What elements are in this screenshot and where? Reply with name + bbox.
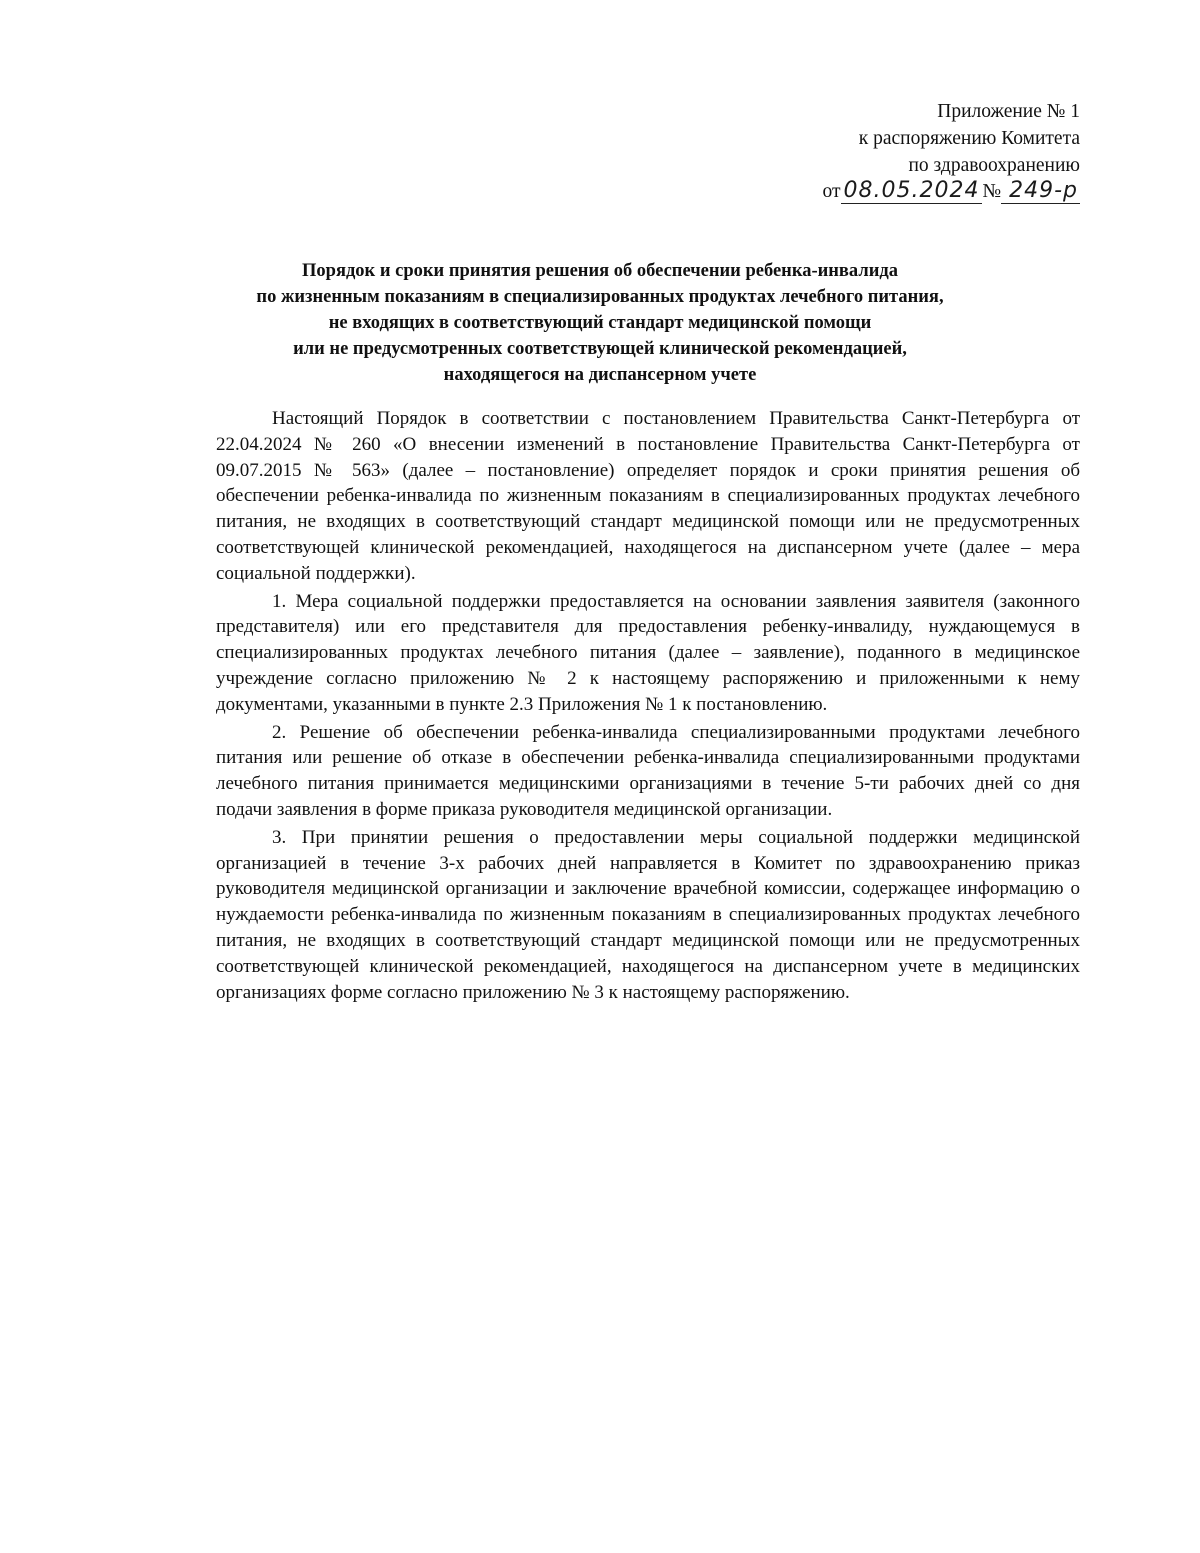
title-line-3: не входящих в соответствующий стандарт медицинской помощи: [328, 313, 872, 333]
document-body: [216, 406, 1080, 1005]
title-line-1: Порядок и сроки принятия решения об обеспечении ребенка-инвалида: [302, 261, 898, 281]
paragraph-item-3: 3. При принятии решения о предоставлении меры социальной поддержки медицинской организацией в течение 3-х рабочих дней направляется в Комитет по здравоохранению приказ руководителя медицинской организации и заключение врачебной комиссии, содержащее информацию о нуждаемости ребенка-инвалида по жизненным показаниям в специализированных продуктах лечебного питания, не входящих в соответствующий стандарт медицинской помощи или не предусмотренных соответствующей клинической рекомендацией, находящегося на диспансерном учете в медицинских организациях форме согласно приложению № 3 к настоящему распоряжению.: [216, 826, 1080, 1003]
handwritten-date: 08.05.2024: [841, 178, 983, 204]
order-date-number-line: [660, 177, 1080, 205]
paragraph-item-2: 2. Решение об обеспечении ребенка-инвалида специализированными продуктами лечебного питания или решение об отказе в обеспечении ребенка-инвалида специализированными продуктами лечебного питания принимается медицинскими организациями в течение 5-ти рабочих дней со дня подачи заявления в форме приказа руководителя медицинской организации.: [216, 721, 1080, 820]
date-prefix: от: [822, 181, 841, 202]
handwritten-order-number: 249-р: [1001, 178, 1080, 204]
appendix-number: Приложение № 1: [937, 101, 1080, 122]
title-line-5: находящегося на диспансерном учете: [443, 365, 757, 385]
number-prefix: №: [982, 181, 1002, 202]
title-line-4: или не предусмотренных соответствующей клинической рекомендацией,: [293, 339, 907, 359]
intro-paragraph: Настоящий Порядок в соответствии с постановлением Правительства Санкт-Петербурга от 22.04.2024 № 260 «О внесении изменений в постановление Правительства Санкт-Петербурга от 09.07.2015 № 563» (далее – постановление) определяет порядок и сроки принятия решения об обеспечении ребенка-инвалида по жизненным показаниям в специализированных продуктах лечебного питания, не входящих в соответствующий стандарт медицинской помощи или не предусмотренных соответствующей клинической рекомендацией, находящегося на диспансерном учете (далее – мера социальной поддержки).: [216, 408, 1080, 584]
appendix-committee: по здравоохранению: [908, 155, 1080, 176]
title-line-2: по жизненным показаниям в специализированных продуктах лечебного питания,: [256, 287, 944, 307]
appendix-order-reference: к распоряжению Комитета: [858, 128, 1080, 149]
appendix-header: [660, 98, 1080, 205]
document-title: [160, 258, 1040, 388]
paragraph-item-1: 1. Мера социальной поддержки предоставляется на основании заявления заявителя (законного представителя) или его представителя для предоставления ребенку-инвалиду, нуждающемуся в специализированных продуктах лечебного питания (далее – заявление), поданного в медицинское учреждение согласно приложению № 2 к настоящему распоряжению и приложенными к нему документами, указанными в пункте 2.3 Приложения № 1 к постановлению.: [216, 590, 1080, 715]
